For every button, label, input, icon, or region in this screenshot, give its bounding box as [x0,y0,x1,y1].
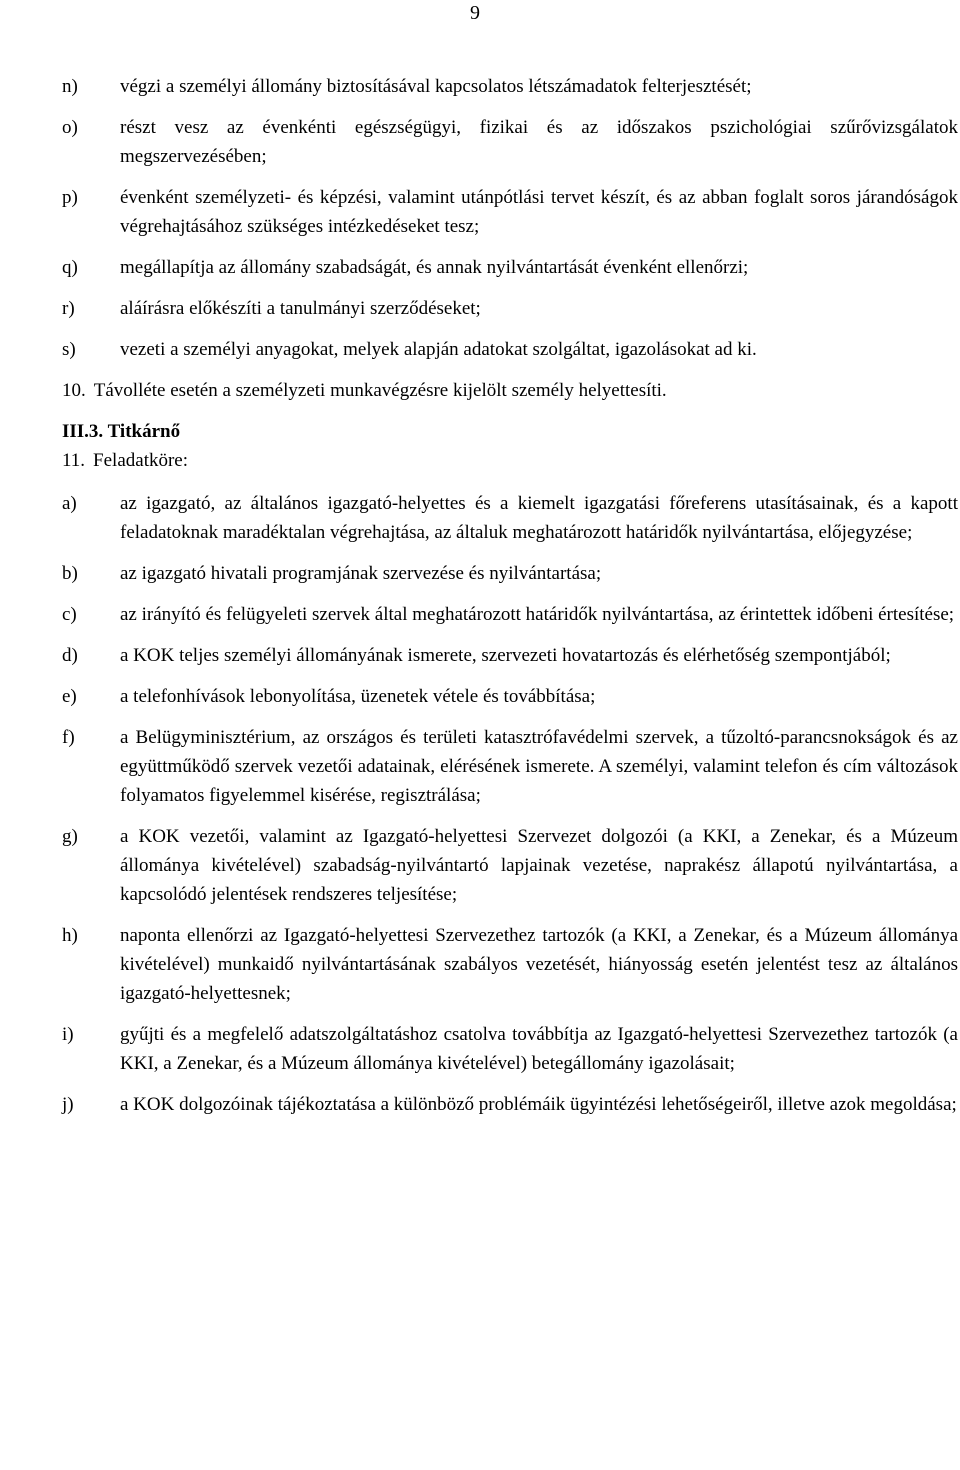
list-item [62,723,958,810]
list-item-text: az igazgató, az általános igazgató-helyettes és a kiemelt igazgatási főreferens utasításainak, és a kapott feladatoknak maradéktalan végrehajtása, az általuk meghatározott határidők nyilvántartása, előjegyzése; [120,493,958,543]
list-item-text: megállapítja az állomány szabadságát, és annak nyilvántartását évenként ellenőrzi; [120,257,749,278]
list-item-text: évenként személyzeti- és képzési, valamint utánpótlási tervet készít, és az abban foglalt soros járandóságok végrehajtásához szükséges intézkedéseket tesz; [120,187,958,237]
list-item [62,600,958,629]
list-item-text: gyűjti és a megfelelő adatszolgáltatáshoz csatolva továbbítja az Igazgató-helyettesi Szervezethez tartozók (a KKI, a Zenekar, és a Múzeum állománya kivételével) betegállomány igazolásait; [120,1024,958,1074]
paragraph-text: Feladatköre: [93,450,189,471]
list-item-text: a KOK dolgozóinak tájékoztatása a különböző problémáik ügyintézési lehetőségeiről, illetve azok megoldása; [120,1094,957,1115]
list-item-label: n) [62,76,78,97]
list-item-text: végzi a személyi állomány biztosításával kapcsolatos létszámadatok felterjesztését; [120,76,752,97]
list-item [62,294,958,323]
list-item [62,183,958,241]
list-item [62,253,958,282]
list-item-label: o) [62,117,78,138]
list-item-text: a Belügyminisztérium, az országos és területi katasztrófavédelmi szervek, a tűzoltó-parancsnokságok és az együttműködő szervek vezetői adatainak, elérésének ismerete. A személyi, valamint telefon és cím változások folyamatos figyelemmel kisérése, regisztrálása; [120,727,958,806]
list-item-label: h) [62,925,78,946]
paragraph-text: Távolléte esetén a személyzeti munkavégzésre kijelölt személy helyettesíti. [93,380,667,401]
paragraph-number: 11. [62,450,86,471]
list-item-label: p) [62,187,78,208]
list-item [62,1090,958,1119]
list-item-label: g) [62,826,78,847]
list-item [62,822,958,909]
list-item-label: b) [62,563,78,584]
list-item-label: r) [62,298,75,319]
list-item-label: a) [62,493,77,514]
list-item-text: az igazgató hivatali programjának szervezése és nyilvántartása; [120,563,602,584]
list-item-text: a telefonhívások lebonyolítása, üzenetek vétele és továbbítása; [120,686,596,707]
section-heading: III.3. Titkárnő [62,421,181,442]
list-item [62,559,958,588]
list-item-label: f) [62,727,75,748]
list-item-label: e) [62,686,77,707]
list-item-label: i) [62,1024,74,1045]
list-item [62,682,958,711]
list-item-text: vezeti a személyi anyagokat, melyek alapján adatokat szolgáltat, igazolásokat ad ki. [120,339,757,360]
list-item [62,1020,958,1078]
task-list-2 [62,489,958,1119]
list-item [62,489,958,547]
list-item-label: j) [62,1094,74,1115]
list-item-text: részt vesz az évenkénti egészségügyi, fizikai és az időszakos pszichológiai szűrővizsgálatok megszervezésében; [120,117,958,167]
list-item [62,72,958,101]
list-item-label: d) [62,645,78,666]
list-item-label: c) [62,604,77,625]
list-item-label: s) [62,339,76,360]
page-number: 9 [470,2,480,24]
paragraph-10 [62,376,958,405]
list-item-text: a KOK teljes személyi állományának ismerete, szervezeti hovatartozás és elérhetőség szempontjából; [120,645,891,666]
paragraph-11 [62,446,958,475]
list-item-text: az irányító és felügyeleti szervek által meghatározott határidők nyilvántartása, az érintettek időbeni értesítése; [120,604,955,625]
list-item-text: a KOK vezetői, valamint az Igazgató-helyettesi Szervezet dolgozói (a KKI, a Zenekar, és a Múzeum állománya kivételével) szabadság-nyilvántartó lapjainak vezetése, naprakész állapotú nyilvántartása, a kapcsolódó jelentések rendszeres teljesítése; [120,826,958,905]
list-item [62,641,958,670]
task-list-1 [62,72,958,364]
list-item-text: aláírásra előkészíti a tanulmányi szerződéseket; [120,298,481,319]
paragraph-number: 10. [62,380,86,401]
list-item [62,921,958,1008]
document-body [62,72,958,1131]
list-item-label: q) [62,257,78,278]
list-item-text: naponta ellenőrzi az Igazgató-helyettesi Szervezethez tartozók (a KKI, a Zenekar, és a Múzeum állománya kivételével) munkaidő nyilvántartásának szabályos vezetését, hiányosság esetén jelentést tesz az általános igazgató-helyettesnek; [120,925,958,1004]
list-item [62,335,958,364]
list-item [62,113,958,171]
